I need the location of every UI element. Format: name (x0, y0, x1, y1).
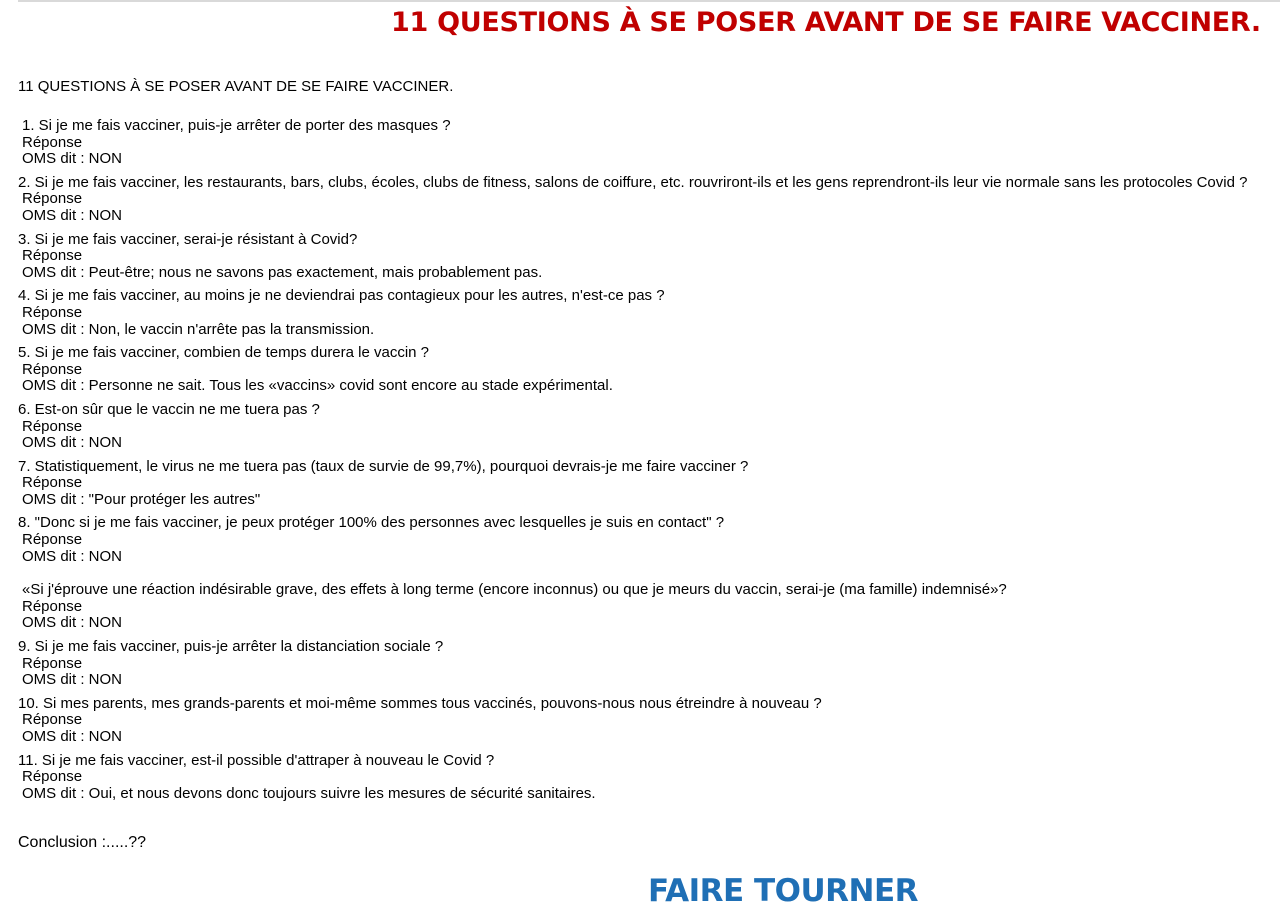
question-text: 7. Statistiquement, le virus ne me tuera pas (taux de survie de 99,7%), pourquoi devrais-je me faire vacciner ? (18, 457, 749, 475)
question-text: 11. Si je me fais vacciner, est-il possible d'attraper à nouveau le Covid ? (18, 751, 495, 769)
question-item (18, 288, 1268, 338)
question-item (18, 118, 1268, 168)
answer-text: OMS dit : NON (22, 206, 123, 224)
answer-label: Réponse (22, 303, 83, 321)
answer-label: Réponse (22, 190, 83, 208)
answer-text: OMS dit : Oui, et nous devons donc toujours suivre les mesures de sécurité sanitaires. (22, 784, 596, 802)
answer-text: OMS dit : NON (22, 547, 123, 565)
question-item (18, 696, 1268, 746)
question-item (18, 515, 1268, 565)
answer-text: OMS dit : NON (22, 434, 123, 452)
question-text: 4. Si je me fais vacciner, au moins je ne deviendrai pas contagieux pour les autres, n'est-ce pas ? (18, 287, 665, 305)
question-text: 9. Si je me fais vacciner, puis-je arrêter la distanciation sociale ? (18, 638, 444, 656)
answer-text: OMS dit : NON (22, 728, 123, 745)
answer-label: Réponse (22, 654, 83, 672)
question-text: 5. Si je me fais vacciner, combien de temps durera le vaccin ? (18, 344, 430, 362)
page-subtitle: 11 QUESTIONS À SE POSER AVANT DE SE FAIRE VACCINER. (18, 78, 454, 95)
answer-label: Réponse (22, 133, 83, 151)
answer-text: OMS dit : Non, le vaccin n'arrête pas la transmission. (22, 320, 375, 338)
page-title: 11 QUESTIONS À SE POSER AVANT DE SE FAIRE VACCINER. (391, 7, 1261, 38)
question-item (18, 345, 1268, 395)
answer-label: Réponse (22, 531, 83, 549)
answer-label: Réponse (22, 597, 83, 615)
conclusion: Conclusion :.....?? (18, 834, 147, 851)
question-item (18, 753, 1268, 803)
answer-label: Réponse (22, 247, 83, 265)
top-divider (18, 0, 1280, 2)
footer-cta: FAIRE TOURNER (648, 873, 919, 909)
answer-label: Réponse (22, 474, 83, 492)
answer-text: OMS dit : Personne ne sait. Tous les «vaccins» covid sont encore au stade expérimental. (22, 377, 613, 395)
answer-label: Réponse (22, 417, 83, 435)
question-text: 10. Si mes parents, mes grands-parents et moi-même sommes tous vaccinés, pouvons-nous nous étreindre à nouveau ? (18, 694, 822, 712)
question-item (18, 459, 1268, 509)
question-text: 3. Si je me fais vacciner, serai-je résistant à Covid? (18, 230, 358, 248)
answer-label: Réponse (22, 711, 83, 729)
question-text: «Si j'éprouve une réaction indésirable grave, des effets à long terme (encore inconnus) ou que je meurs du vaccin, serai-je (ma famille) indemnisé»? (22, 581, 1007, 599)
answer-text: OMS dit : NON (22, 671, 123, 689)
answer-label: Réponse (22, 360, 83, 378)
question-text: 6. Est-on sûr que le vaccin ne me tuera pas ? (18, 400, 320, 418)
answer-text: OMS dit : NON (22, 614, 123, 632)
question-text: 1. Si je me fais vacciner, puis-je arrêter de porter des masques ? (22, 117, 451, 134)
question-item (18, 232, 1268, 282)
answer-text: OMS dit : "Pour protéger les autres" (22, 490, 261, 508)
question-list (18, 118, 1268, 809)
question-item (18, 582, 1268, 632)
answer-text: OMS dit : Peut-être; nous ne savons pas exactement, mais probablement pas. (22, 263, 543, 281)
question-item (18, 402, 1268, 452)
answer-label: Réponse (22, 768, 83, 786)
question-item (18, 175, 1268, 225)
answer-text: OMS dit : NON (22, 150, 123, 168)
question-text: 8. "Donc si je me fais vacciner, je peux protéger 100% des personnes avec lesquelles je suis en contact" ? (18, 514, 725, 532)
question-text: 2. Si je me fais vacciner, les restaurants, bars, clubs, écoles, clubs de fitness, salons de coiffure, etc. rouvriront-ils et les gens reprendront-ils leur vie normale sans les protocoles Covid ? (18, 173, 1248, 191)
question-item (18, 639, 1268, 689)
